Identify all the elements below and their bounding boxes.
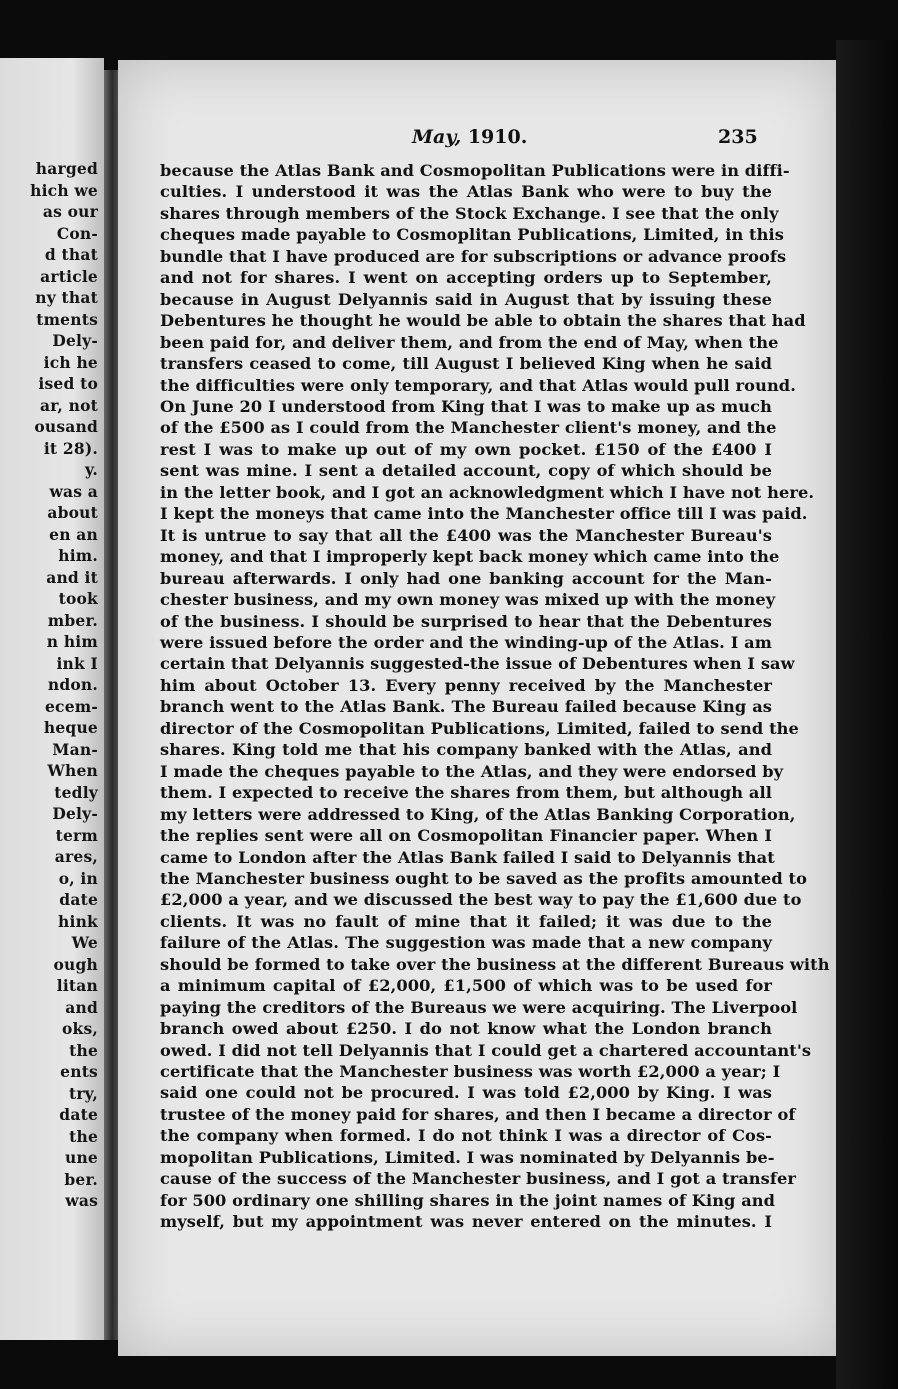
running-head-date	[412, 126, 527, 148]
left-page-line: harged	[35, 159, 98, 178]
text-line: been paid for, and deliver them, and from the end of May, when the	[160, 332, 779, 352]
left-page-line: the	[69, 1040, 98, 1060]
left-page-line: y.	[84, 460, 98, 479]
left-page-line: him.	[58, 546, 98, 565]
text-line: for 500 ordinary one shilling shares in the joint names of King and	[160, 1190, 776, 1210]
left-page-line: the	[69, 1126, 98, 1146]
text-line: because in August Delyannis said in August that by issuing these	[160, 289, 772, 309]
running-head-year: 1910.	[467, 126, 528, 148]
left-page-line: hink	[58, 911, 98, 931]
text-line: the replies sent were all on Cosmopolitan Financier paper. When I	[160, 826, 772, 846]
left-page-line: ny that	[35, 288, 98, 307]
left-page-line: ents	[60, 1062, 98, 1081]
text-line: director of the Cosmopolitan Publications, Limited, failed to send the	[160, 718, 799, 738]
left-page-line: and	[65, 997, 98, 1017]
text-line: in the letter book, and I got an acknowledgment which I have not here.	[160, 482, 815, 502]
left-page-line: oks,	[61, 1019, 98, 1038]
text-line: them. I expected to receive the shares from them, but although all	[160, 783, 772, 803]
text-line: said one could not be procured. I was told £2,000 by King. I was	[160, 1083, 772, 1103]
text-line: of the £500 as I could from the Manchester client's money, and the	[160, 418, 777, 438]
left-page-line: mber.	[47, 610, 98, 630]
text-line: the company when formed. I do not think I was a director of Cos-	[160, 1126, 772, 1146]
text-line: him about October 13. Every penny received by the Manchester	[160, 675, 772, 695]
left-page-line: ndon.	[47, 675, 98, 694]
left-page-line: was	[65, 1191, 98, 1210]
text-line: and not for shares. I went on accepting orders up to September,	[160, 268, 772, 288]
text-line: of the business. I should be surprised to hear that the Debentures	[160, 611, 772, 631]
left-page-line: ich he	[43, 352, 98, 372]
text-line: myself, but my appointment was never entered on the minutes. I	[160, 1212, 772, 1232]
text-line: came to London after the Atlas Bank failed I said to Delyannis that	[160, 847, 775, 867]
left-page-line: ink I	[56, 653, 98, 673]
text-line: It is untrue to say that all the £400 was the Manchester Bureau's	[160, 525, 772, 545]
text-line: chester business, and my own money was mixed up with the money	[160, 590, 776, 610]
text-line: a minimum capital of £2,000, £1,500 of which was to be used for	[160, 976, 772, 996]
text-line: because the Atlas Bank and Cosmopolitan Publications were in diffi-	[160, 161, 790, 180]
left-page-line: When	[47, 761, 98, 780]
text-line: culties. I understood it was the Atlas Bank who were to buy the	[160, 182, 772, 202]
text-line: certain that Delyannis suggested-the issue of Debentures when I saw	[160, 654, 795, 674]
left-page-line: Dely-	[52, 804, 98, 823]
left-page-line: ar, not	[39, 395, 98, 415]
left-page-line: ber.	[64, 1169, 98, 1189]
page-number: 235	[718, 126, 758, 148]
text-line: failure of the Atlas. The suggestion was made that a new company	[160, 933, 772, 953]
page-edge-shadow	[836, 40, 898, 1389]
text-line: were issued before the order and the winding-up of the Atlas. I am	[160, 632, 772, 652]
left-page	[0, 58, 104, 1340]
text-line: branch went to the Atlas Bank. The Bureau failed because King as	[160, 697, 772, 717]
left-page-line: une	[64, 1148, 98, 1167]
left-page-line: Man-	[52, 739, 98, 759]
text-line: trustee of the money paid for shares, and then I became a director of	[160, 1104, 796, 1124]
left-page-line: ares,	[54, 847, 98, 866]
left-page-line: We	[71, 933, 98, 952]
left-page-line: was a	[49, 481, 98, 501]
left-page-line: date	[59, 890, 98, 909]
text-line: shares. King told me that his company banked with the Atlas, and	[160, 740, 772, 760]
left-page-line: article	[40, 266, 98, 286]
left-page-line: date	[59, 1105, 98, 1124]
left-page-line: about	[47, 503, 98, 522]
text-line: bundle that I have produced are for subscriptions or advance proofs	[160, 246, 787, 266]
text-line: shares through members of the Stock Exchange. I see that the only	[160, 203, 779, 223]
running-head	[118, 126, 836, 152]
left-page-line: and it	[46, 567, 98, 587]
left-page-line: hich we	[30, 180, 98, 200]
left-page-line: d that	[44, 245, 98, 264]
left-page-line: n him	[46, 632, 98, 651]
text-line: bureau afterwards. I only had one banking account for the Man-	[160, 568, 772, 588]
text-line: my letters were addressed to King, of the Atlas Banking Corporation,	[160, 804, 796, 824]
text-line: cheques made payable to Cosmoplitan Publications, Limited, in this	[160, 225, 784, 245]
left-page-line: term	[55, 825, 98, 845]
text-line: paying the creditors of the Bureaus we were acquiring. The Liverpool	[160, 997, 798, 1017]
text-line: cause of the success of the Manchester business, and I got a transfer	[160, 1169, 796, 1189]
left-page-line: ough	[53, 954, 98, 974]
text-line: mopolitan Publications, Limited. I was nominated by Delyannis be-	[160, 1147, 775, 1167]
text-line: branch owed about £250. I do not know what the London branch	[160, 1019, 772, 1039]
left-page-line: took	[58, 589, 98, 608]
left-page-line: ousand	[34, 417, 98, 436]
left-page-line: tments	[36, 309, 98, 329]
left-page-line: Con-	[56, 223, 98, 243]
text-line: rest I was to make up out of my own pocket. £150 of the £400 I	[160, 439, 772, 459]
text-line: certificate that the Manchester business was worth £2,000 a year; I	[160, 1062, 781, 1082]
text-line: sent was mine. I sent a detailed account, copy of which should be	[160, 461, 772, 481]
left-page-line: o, in	[58, 868, 98, 888]
left-page-line: ecem-	[45, 696, 98, 716]
left-page-line: en an	[49, 524, 98, 544]
text-line: clients. It was no fault of mine that it failed; it was due to the	[160, 911, 772, 931]
left-page-line: tedly	[54, 782, 98, 802]
left-page-line: Dely-	[52, 331, 98, 350]
left-page-line: it 28).	[43, 438, 98, 458]
left-page-line: heque	[43, 718, 98, 737]
text-line: money, and that I improperly kept back money which came into the	[160, 547, 780, 567]
text-line: Debentures he thought he would be able to obtain the shares that had	[160, 311, 806, 331]
text-line: On June 20 I understood from King that I was to make up as much	[160, 396, 772, 416]
text-line: the difficulties were only temporary, and that Atlas would pull round.	[160, 375, 796, 395]
text-line: £2,000 a year, and we discussed the best way to pay the £1,600 due to	[160, 890, 802, 910]
text-line: transfers ceased to come, till August I believed King when he said	[160, 354, 772, 374]
text-line: I kept the moneys that came into the Manchester office till I was paid.	[160, 504, 808, 524]
left-page-line: ised to	[38, 374, 98, 393]
text-line: the Manchester business ought to be saved as the profits amounted to	[160, 868, 807, 888]
left-page-line: as our	[42, 202, 98, 221]
running-head-month: May,	[412, 126, 462, 148]
right-page	[118, 60, 836, 1356]
text-line: owed. I did not tell Delyannis that I could get a chartered accountant's	[160, 1040, 812, 1060]
body-text	[160, 160, 830, 1233]
left-page-text	[0, 158, 98, 1212]
left-page-line: try,	[68, 1083, 98, 1103]
left-page-line: litan	[56, 976, 98, 995]
text-line: I made the cheques payable to the Atlas, and they were endorsed by	[160, 761, 784, 781]
text-line: should be formed to take over the business at the different Bureaus with	[160, 954, 830, 974]
